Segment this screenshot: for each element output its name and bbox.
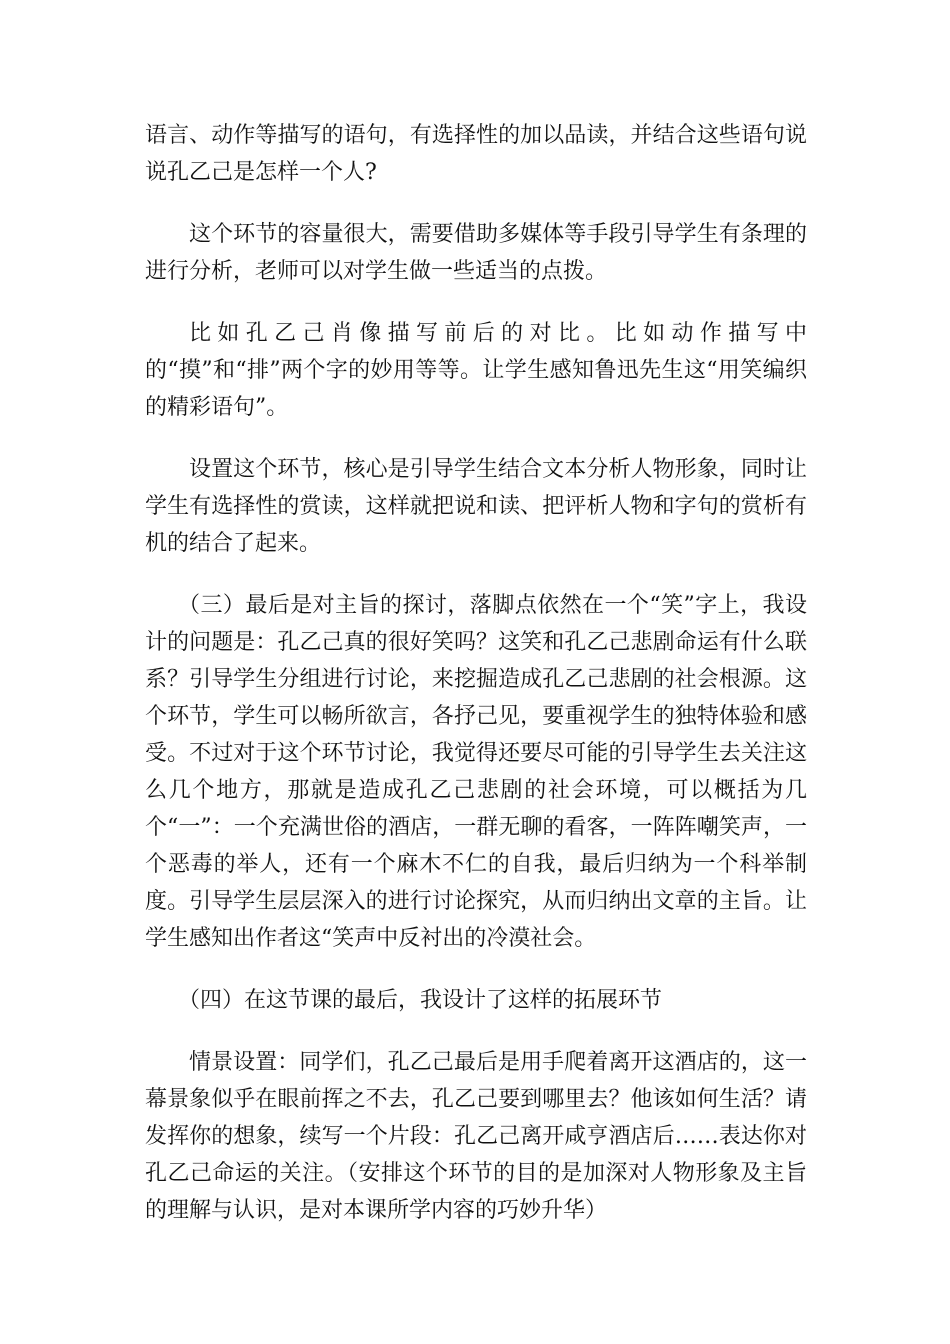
paragraph-1: 语言、动作等描写的语句，有选择性的加以品读，并结合这些语句说说孔乙己是怎样一个人?	[145, 123, 807, 185]
paragraph-2: 这个环节的容量很大，需要借助多媒体等手段引导学生有条理的进行分析，老师可以对学生做一些适当的点拨。	[145, 222, 807, 284]
paragraph-3: 比如孔乙己肖像描写前后的对比。比如动作描写中的“摸”和“排”两个字的妙用等等。让学生感知鲁迅先生这“用笑编织的精彩语句”。	[145, 321, 807, 420]
document-body	[145, 117, 807, 1254]
paragraph-4: 设置这个环节，核心是引导学生结合文本分析人物形象，同时让学生有选择性的赏读，这样就把说和读、把评析人物和字句的赏析有机的结合了起来。	[145, 457, 807, 556]
paragraph-7: 情景设置：同学们，孔乙己最后是用手爬着离开这酒店的，这一幕景象似乎在眼前挥之不去，孔乙己要到哪里去？他该如何生活？请发挥你的想象，续写一个片段：孔乙己离开咸亨酒店后……表达你对孔乙己命运的关注。（安排这个环节的目的是加深对人物形象及主旨的理解与认识，是对本课所学内容的巧妙升华）	[145, 1050, 807, 1223]
paragraph-6: （四）在这节课的最后，我设计了这样的拓展环节	[178, 988, 663, 1013]
paragraph-5: （三）最后是对主旨的探讨，落脚点依然在一个“笑”字上，我设计的问题是：孔乙己真的很好笑吗？这笑和孔乙己悲剧命运有什么联系？引导学生分组进行讨论，来挖掘造成孔乙己悲剧的社会根源。这个环节，学生可以畅所欲言，各抒己见，要重视学生的独特体验和感受。不过对于这个环节讨论，我觉得还要尽可能的引导学生去关注这么几个地方，那就是造成孔乙己悲剧的社会环境，可以概括为几个“一”：一个充满世俗的酒店，一群无聊的看客，一阵阵嘲笑声，一个恶毒的举人，还有一个麻木不仁的自我，最后归纳为一个科举制度。引导学生层层深入的进行讨论探究，从而归纳出文章的主旨。让学生感知出作者这“笑声中反衬出的冷漠社会。	[145, 593, 807, 951]
